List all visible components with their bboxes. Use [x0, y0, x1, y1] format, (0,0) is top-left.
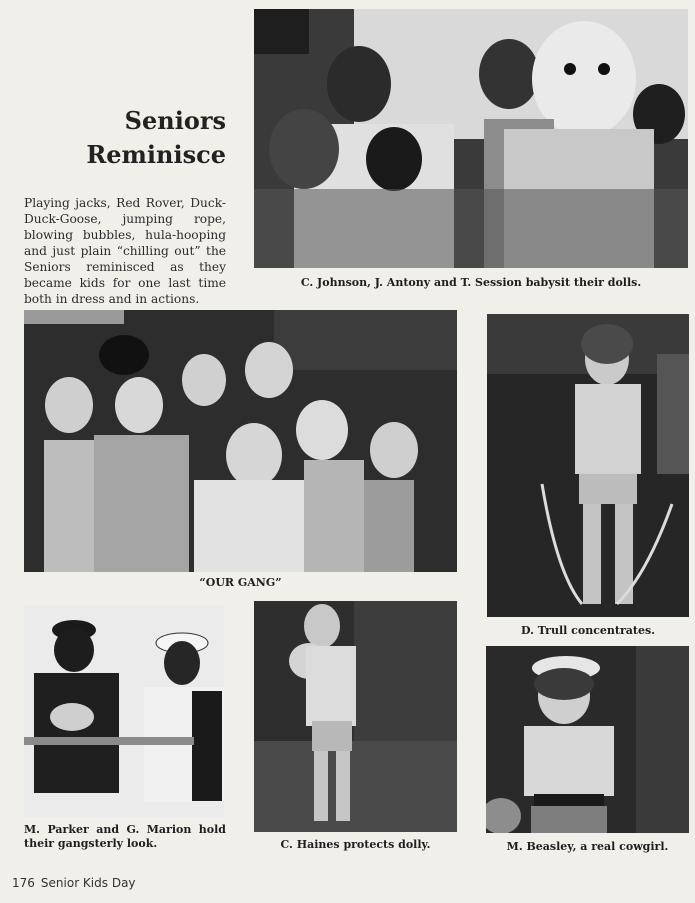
caption-haines: C. Haines protects dolly. [280, 838, 431, 851]
caption-trull: D. Trull concentrates. [520, 624, 655, 637]
caption-beasley: M. Beasley, a real cowgirl. [506, 840, 669, 853]
photo-parker-marion [24, 605, 224, 817]
photo-beasley [486, 646, 689, 833]
page-footer [12, 876, 142, 890]
page-number: 176 [12, 876, 35, 890]
intro-paragraph: Playing jacks, Red Rover, Duck-Duck-Goose, jumping rope, blowing bubbles, hula-hooping and just plain “chilling out” the Seniors reminisced as they became kids for one last time both in dress and in actions. [24, 196, 226, 306]
photo-trull [487, 314, 689, 617]
photo-our-gang [24, 310, 457, 572]
caption-parker: M. Parker and G. Marion hold their gangsterly look. [24, 823, 226, 850]
photo-haines [254, 601, 457, 832]
caption-our-gang: “OUR GANG” [199, 576, 282, 589]
heading-line-1: Seniors [124, 106, 226, 135]
photo-dolls [254, 9, 688, 268]
page-heading [40, 104, 226, 172]
caption-dolls: C. Johnson, J. Antony and T. Session babysit their dolls. [300, 276, 642, 289]
heading-line-2: Reminisce [86, 140, 226, 169]
section-name: Senior Kids Day [40, 876, 136, 890]
